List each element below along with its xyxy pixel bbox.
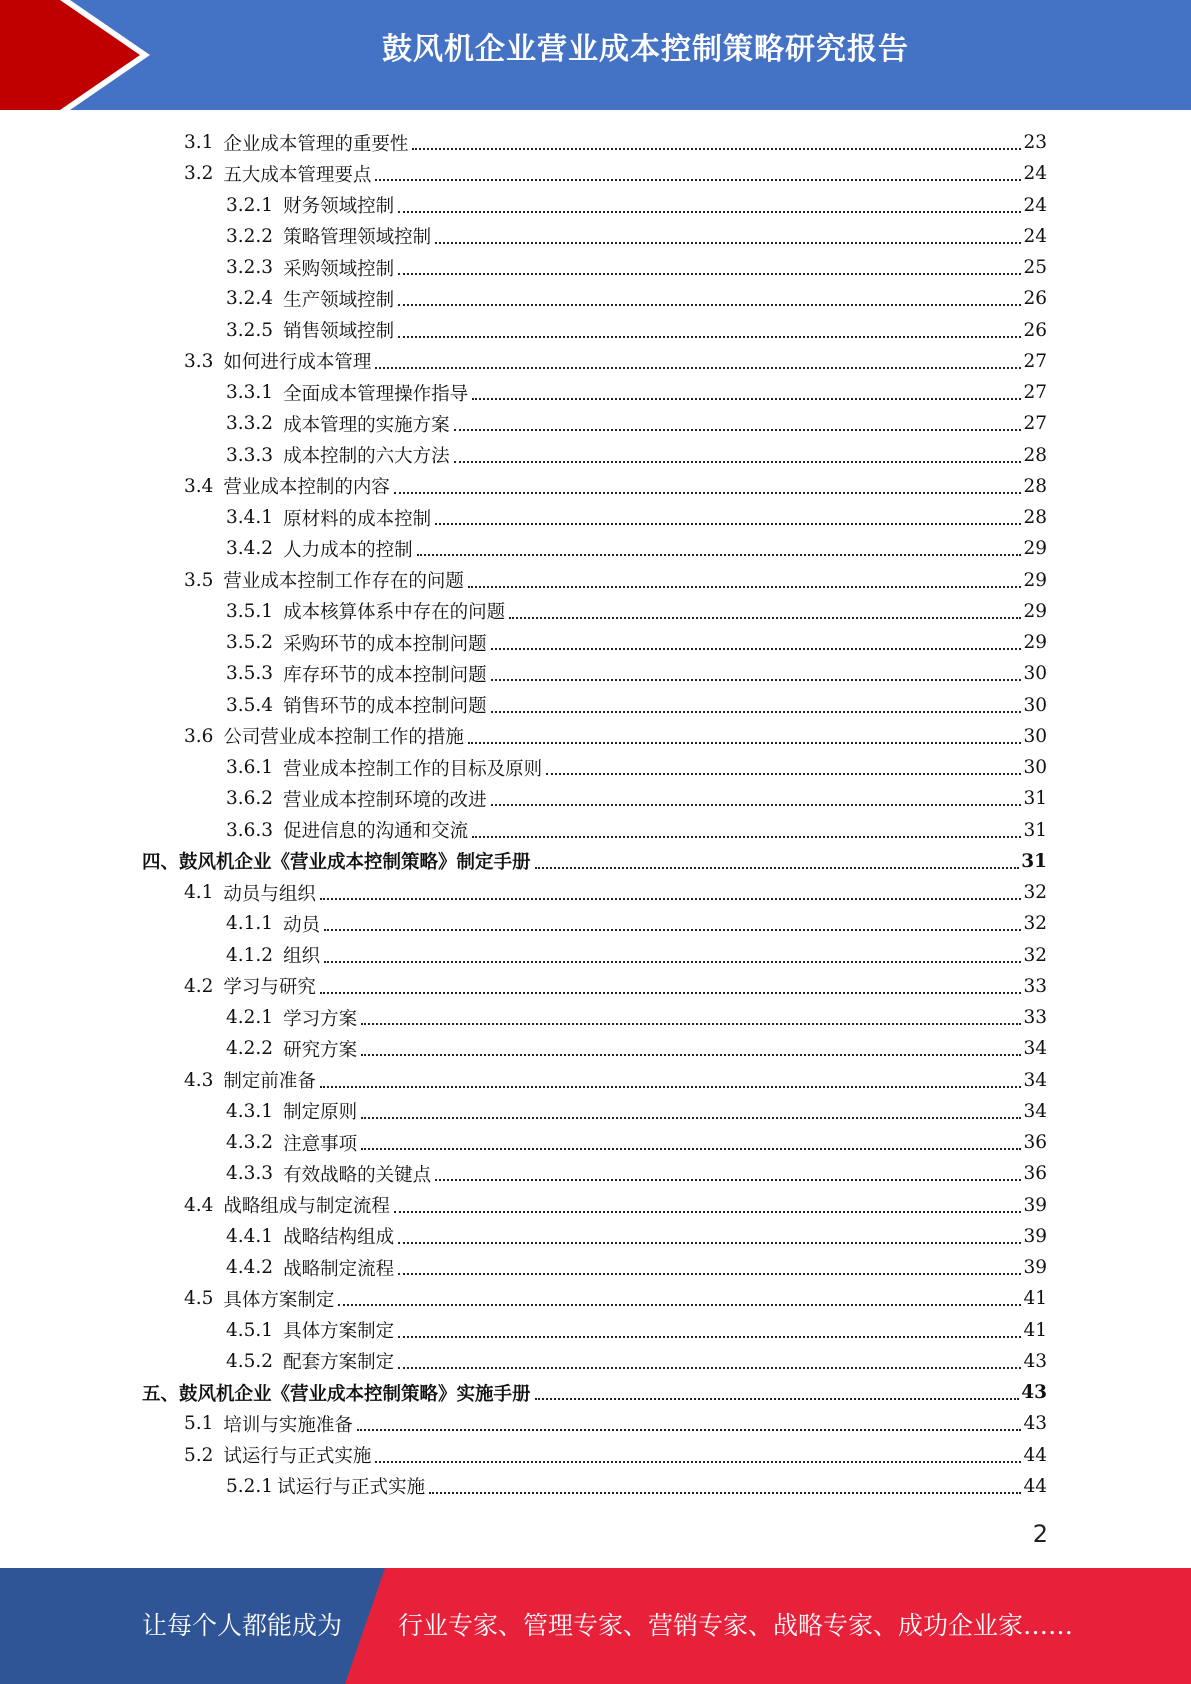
toc-entry[interactable]: [0, 1440, 1191, 1471]
toc-entry-number: 4.4: [184, 1194, 214, 1216]
toc-entry-page: 28: [1023, 444, 1047, 466]
toc-dot-leader: [394, 1210, 1022, 1213]
toc-entry[interactable]: [0, 815, 1191, 846]
toc-dot-leader: [320, 991, 1022, 994]
toc-entry-title: 人力成本的控制: [283, 539, 413, 561]
toc-entry[interactable]: [0, 1252, 1191, 1283]
toc-entry[interactable]: [0, 346, 1191, 377]
toc-entry-number: 4.4.2: [226, 1257, 274, 1279]
toc-entry[interactable]: [0, 846, 1191, 877]
toc-entry-number: 4.3.3: [226, 1163, 274, 1185]
toc-entry-number: 4.2.1: [226, 1007, 274, 1029]
footer-banner: [0, 1568, 1191, 1684]
toc-entry-title: 采购领域控制: [283, 258, 395, 280]
toc-entry-page: 36: [1023, 1132, 1047, 1154]
toc-dot-leader: [454, 460, 1022, 463]
toc-dot-leader: [535, 1397, 1020, 1400]
toc-entry-title: 组织: [283, 946, 321, 968]
toc-dot-leader: [535, 866, 1020, 869]
toc-entry-page: 31: [1021, 850, 1047, 872]
toc-entry[interactable]: [0, 658, 1191, 689]
toc-entry-title: 营业成本控制工作存在的问题: [223, 571, 464, 593]
toc-entry[interactable]: [0, 783, 1191, 814]
toc-entry-number: 3.1: [184, 132, 214, 154]
toc-dot-leader: [398, 1241, 1021, 1244]
toc-entry-title: 销售环节的成本控制问题: [283, 696, 487, 718]
toc-entry-page: 33: [1023, 975, 1047, 997]
toc-entry-number: 3.6.1: [226, 757, 274, 779]
toc-entry-page: 24: [1023, 194, 1047, 216]
toc-dot-leader: [398, 303, 1021, 306]
toc-dot-leader: [435, 1178, 1021, 1181]
toc-entry[interactable]: [0, 158, 1191, 189]
toc-entry-title: 培训与实施准备: [223, 1414, 353, 1436]
toc-dot-leader: [398, 1366, 1021, 1369]
toc-entry[interactable]: [0, 1096, 1191, 1127]
toc-entry-page: 29: [1023, 538, 1047, 560]
toc-entry-number: 4.4.1: [226, 1225, 274, 1247]
toc-entry-page: 25: [1023, 257, 1047, 279]
toc-entry[interactable]: [0, 190, 1191, 221]
toc-dot-leader: [375, 366, 1021, 369]
toc-entry-title: 生产领域控制: [283, 289, 395, 311]
toc-entry-title: 四、鼓风机企业《营业成本控制策略》制定手册: [142, 852, 531, 874]
footer-slogan-right: 行业专家、管理专家、营销专家、战略专家、成功企业家……: [398, 1611, 1074, 1640]
toc-dot-leader: [320, 897, 1022, 900]
toc-entry-title: 战略制定流程: [283, 1258, 395, 1280]
toc-entry-title: 成本控制的六大方法: [283, 446, 450, 468]
toc-entry[interactable]: [0, 1065, 1191, 1096]
toc-entry-title: 策略管理领域控制: [283, 227, 432, 249]
toc-entry-number: 4.5.1: [226, 1319, 274, 1341]
toc-dot-leader: [324, 960, 1021, 963]
toc-entry[interactable]: [0, 502, 1191, 533]
toc-entry-title: 试运行与正式实施: [223, 1446, 372, 1468]
toc-entry-page: 43: [1023, 1350, 1047, 1372]
toc-dot-leader: [375, 1460, 1021, 1463]
toc-dot-leader: [429, 1491, 1021, 1494]
toc-dot-leader: [398, 210, 1021, 213]
toc-dot-leader: [324, 928, 1021, 931]
toc-entry-title: 营业成本控制工作的目标及原则: [283, 758, 543, 780]
toc-entry-page: 27: [1023, 350, 1047, 372]
toc-entry-page: 29: [1023, 632, 1047, 654]
toc-entry-page: 39: [1023, 1194, 1047, 1216]
toc-entry-title: 学习方案: [283, 1008, 358, 1030]
footer-slogan-left: 让每个人都能成为: [142, 1611, 343, 1640]
page-number: 2: [1032, 1520, 1048, 1548]
toc-entry[interactable]: [0, 908, 1191, 939]
toc-dot-leader: [398, 1272, 1021, 1275]
toc-dot-leader: [361, 1022, 1021, 1025]
toc-entry-title: 学习与研究: [223, 977, 316, 999]
toc-entry-title: 如何进行成本管理: [223, 352, 372, 374]
toc-entry-page: 43: [1023, 1413, 1047, 1435]
toc-entry-title: 制定原则: [283, 1102, 358, 1124]
toc-entry-title: 制定前准备: [223, 1071, 316, 1093]
toc-entry-page: 29: [1023, 600, 1047, 622]
toc-entry-page: 24: [1023, 225, 1047, 247]
toc-entry-title: 营业成本控制的内容: [223, 477, 390, 499]
toc-entry-page: 23: [1023, 132, 1047, 154]
toc-entry-number: 4.3: [184, 1069, 214, 1091]
toc-entry[interactable]: [0, 596, 1191, 627]
toc-entry-title: 公司营业成本控制工作的措施: [223, 727, 464, 749]
toc-entry-title: 试运行与正式实施: [277, 1477, 426, 1499]
toc-entry-number: 4.1.1: [226, 913, 274, 935]
toc-entry[interactable]: [0, 1033, 1191, 1064]
toc-entry-title: 战略结构组成: [283, 1227, 395, 1249]
toc-entry-number: 3.3.3: [226, 444, 274, 466]
toc-entry-page: 32: [1023, 882, 1047, 904]
toc-entry-title: 有效战略的关键点: [283, 1164, 432, 1186]
toc-entry-page: 30: [1023, 663, 1047, 685]
toc-entry-number: 3.2.4: [226, 288, 274, 310]
toc-dot-leader: [361, 1147, 1021, 1150]
toc-entry-title: 营业成本控制环境的改进: [283, 789, 487, 811]
toc-dot-leader: [398, 272, 1021, 275]
toc-entry-page: 26: [1023, 288, 1047, 310]
toc-entry-page: 30: [1023, 757, 1047, 779]
toc-dot-leader: [417, 553, 1022, 556]
toc-entry[interactable]: [0, 252, 1191, 283]
toc-entry-number: 3.3: [184, 350, 214, 372]
toc-entry[interactable]: [0, 752, 1191, 783]
toc-entry-number: 3.4: [184, 475, 214, 497]
toc-entry[interactable]: [0, 1158, 1191, 1189]
toc-dot-leader: [375, 178, 1021, 181]
toc-entry-page: 27: [1023, 382, 1047, 404]
toc-entry-title: 原材料的成本控制: [283, 508, 432, 530]
toc-dot-leader: [435, 241, 1021, 244]
toc-entry-page: 24: [1023, 163, 1047, 185]
toc-entry-page: 29: [1023, 569, 1047, 591]
toc-dot-leader: [468, 741, 1022, 744]
toc-dot-leader: [491, 678, 1022, 681]
toc-entry[interactable]: [0, 1002, 1191, 1033]
header-banner: [0, 0, 1191, 110]
toc-entry[interactable]: [0, 721, 1191, 752]
toc-entry-title: 成本核算体系中存在的问题: [283, 602, 506, 624]
document-title: 鼓风机企业营业成本控制策略研究报告: [382, 32, 909, 67]
toc-entry-page: 36: [1023, 1163, 1047, 1185]
toc-entry-page: 39: [1023, 1225, 1047, 1247]
toc-entry-title: 动员: [283, 914, 321, 936]
toc-entry-number: 3.3.2: [226, 413, 274, 435]
toc-entry-number: 3.5.1: [226, 600, 274, 622]
toc-entry-title: 全面成本管理操作指导: [283, 383, 469, 405]
toc-entry-number: 3.5: [184, 569, 214, 591]
toc-entry-page: 28: [1023, 475, 1047, 497]
toc-entry-page: 30: [1023, 725, 1047, 747]
toc-dot-leader: [472, 835, 1021, 838]
toc-dot-leader: [412, 147, 1021, 150]
toc-dot-leader: [361, 1116, 1021, 1119]
toc-entry[interactable]: [0, 377, 1191, 408]
toc-dot-leader: [394, 491, 1022, 494]
toc-entry[interactable]: [0, 533, 1191, 564]
toc-entry[interactable]: [0, 1408, 1191, 1439]
toc-entry[interactable]: [0, 627, 1191, 658]
toc-entry-number: 3.2.3: [226, 257, 274, 279]
toc-entry[interactable]: [0, 283, 1191, 314]
table-of-contents: [0, 127, 1191, 1502]
toc-entry-number: 4.2: [184, 975, 214, 997]
toc-entry-page: 41: [1023, 1288, 1047, 1310]
toc-dot-leader: [338, 1303, 1021, 1306]
toc-dot-leader: [472, 397, 1021, 400]
toc-dot-leader: [398, 335, 1021, 338]
toc-entry[interactable]: [0, 1221, 1191, 1252]
toc-entry-page: 34: [1023, 1069, 1047, 1091]
toc-entry-page: 31: [1023, 819, 1047, 841]
toc-dot-leader: [491, 803, 1022, 806]
toc-entry-number: 4.3.2: [226, 1132, 274, 1154]
toc-entry-title: 销售领域控制: [283, 321, 395, 343]
toc-dot-leader: [435, 522, 1021, 525]
toc-entry-title: 库存环节的成本控制问题: [283, 664, 487, 686]
toc-entry-page: 34: [1023, 1038, 1047, 1060]
toc-entry-title: 研究方案: [283, 1039, 358, 1061]
toc-entry-title: 注意事项: [283, 1133, 358, 1155]
toc-entry-title: 具体方案制定: [283, 1321, 395, 1343]
toc-dot-leader: [320, 1085, 1022, 1088]
toc-entry-number: 3.6.3: [226, 819, 274, 841]
toc-entry-page: 31: [1023, 788, 1047, 810]
toc-entry-page: 28: [1023, 507, 1047, 529]
toc-entry-number: 3.6: [184, 725, 214, 747]
toc-entry-number: 3.2: [184, 163, 214, 185]
toc-entry-page: 44: [1023, 1444, 1047, 1466]
toc-entry-number: 3.5.2: [226, 632, 274, 654]
toc-entry-page: 32: [1023, 913, 1047, 935]
toc-entry-number: 4.3.1: [226, 1100, 274, 1122]
toc-entry-number: 5.2.1: [226, 1475, 274, 1497]
toc-entry[interactable]: [0, 565, 1191, 596]
toc-entry[interactable]: [0, 971, 1191, 1002]
toc-dot-leader: [491, 710, 1022, 713]
toc-entry[interactable]: [0, 408, 1191, 439]
toc-entry-page: 30: [1023, 694, 1047, 716]
toc-entry-page: 34: [1023, 1100, 1047, 1122]
toc-entry[interactable]: [0, 877, 1191, 908]
toc-entry[interactable]: [0, 940, 1191, 971]
toc-entry-number: 4.2.2: [226, 1038, 274, 1060]
toc-entry-page: 43: [1021, 1382, 1047, 1404]
toc-dot-leader: [546, 772, 1021, 775]
toc-entry[interactable]: [0, 471, 1191, 502]
toc-entry[interactable]: [0, 1471, 1191, 1502]
toc-entry[interactable]: [0, 127, 1191, 158]
toc-entry-number: 3.3.1: [226, 382, 274, 404]
toc-entry[interactable]: [0, 690, 1191, 721]
toc-entry-page: 33: [1023, 1007, 1047, 1029]
toc-entry-title: 采购环节的成本控制问题: [283, 633, 487, 655]
toc-entry-number: 3.4.1: [226, 507, 274, 529]
toc-entry[interactable]: [0, 1127, 1191, 1158]
toc-entry-title: 配套方案制定: [283, 1352, 395, 1374]
toc-entry-number: 4.5.2: [226, 1350, 274, 1372]
toc-entry-page: 32: [1023, 944, 1047, 966]
toc-entry-page: 39: [1023, 1257, 1047, 1279]
toc-entry-title: 战略组成与制定流程: [223, 1196, 390, 1218]
toc-entry-page: 44: [1023, 1475, 1047, 1497]
toc-dot-leader: [357, 1428, 1022, 1431]
toc-dot-leader: [398, 1335, 1021, 1338]
toc-entry-number: 4.1: [184, 882, 214, 904]
toc-entry-number: 3.4.2: [226, 538, 274, 560]
toc-entry-number: 4.1.2: [226, 944, 274, 966]
toc-entry-title: 企业成本管理的重要性: [223, 133, 409, 155]
toc-entry-title: 具体方案制定: [223, 1289, 335, 1311]
toc-dot-leader: [454, 428, 1022, 431]
toc-entry-number: 3.2.1: [226, 194, 274, 216]
toc-dot-leader: [468, 585, 1022, 588]
toc-entry-title: 动员与组织: [223, 883, 316, 905]
toc-entry-page: 27: [1023, 413, 1047, 435]
toc-entry-number: 3.6.2: [226, 788, 274, 810]
toc-dot-leader: [509, 616, 1021, 619]
toc-entry-page: 41: [1023, 1319, 1047, 1341]
toc-entry-title: 促进信息的沟通和交流: [283, 821, 469, 843]
toc-entry-title: 五、鼓风机企业《营业成本控制策略》实施手册: [142, 1383, 531, 1405]
toc-entry-number: 5.2: [184, 1444, 214, 1466]
toc-dot-leader: [361, 1053, 1021, 1056]
toc-entry[interactable]: [0, 1377, 1191, 1408]
toc-entry-number: 3.5.3: [226, 663, 274, 685]
toc-entry[interactable]: [0, 1346, 1191, 1377]
toc-entry[interactable]: [0, 440, 1191, 471]
toc-entry[interactable]: [0, 1283, 1191, 1314]
toc-entry-page: 26: [1023, 319, 1047, 341]
toc-entry-title: 成本管理的实施方案: [283, 414, 450, 436]
toc-entry[interactable]: [0, 221, 1191, 252]
toc-dot-leader: [491, 647, 1022, 650]
toc-entry-number: 5.1: [184, 1413, 214, 1435]
toc-entry[interactable]: [0, 1315, 1191, 1346]
toc-entry[interactable]: [0, 1190, 1191, 1221]
toc-entry-number: 3.2.2: [226, 225, 274, 247]
toc-entry-title: 五大成本管理要点: [223, 164, 372, 186]
toc-entry-number: 4.5: [184, 1288, 214, 1310]
toc-entry-number: 3.2.5: [226, 319, 274, 341]
toc-entry-number: 3.5.4: [226, 694, 274, 716]
toc-entry-title: 财务领域控制: [283, 196, 395, 218]
toc-entry[interactable]: [0, 315, 1191, 346]
